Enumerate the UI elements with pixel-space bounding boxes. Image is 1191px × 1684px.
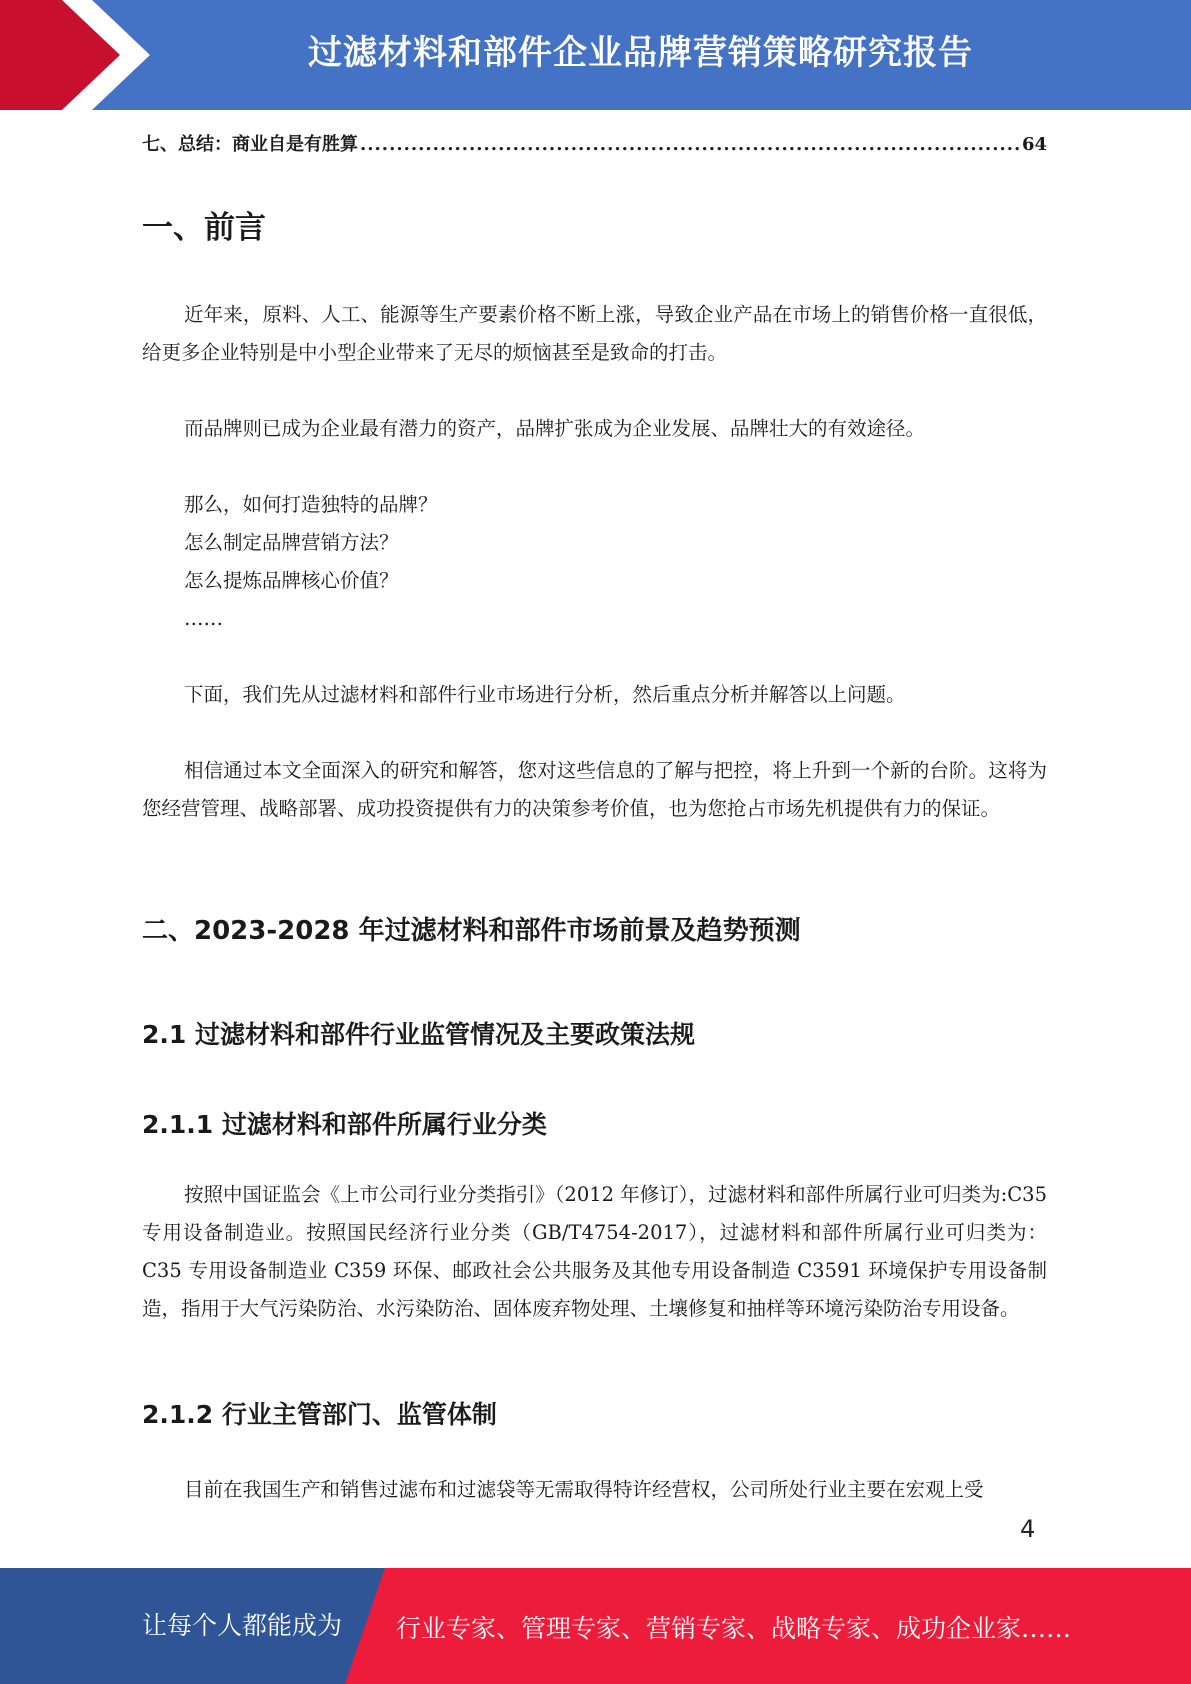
question-item: 那么，如何打造独特的品牌？ bbox=[184, 493, 438, 516]
toc-entry-page: 64 bbox=[1021, 134, 1047, 155]
question-ellipsis: …… bbox=[184, 607, 223, 630]
question-list bbox=[184, 486, 438, 638]
toc-leader-dots bbox=[360, 134, 1020, 155]
subsection-heading-2-1-2: 2.1.2 行业主管部门、监管体制 bbox=[142, 1400, 497, 1429]
footer-slogan-right: 行业专家、管理专家、营销专家、战略专家、成功企业家…… bbox=[396, 1614, 1072, 1643]
paragraph-industry-classification: 按照中国证监会《上市公司行业分类指引》（2012 年修订），过滤材料和部件所属行业可归类为:C35 专用设备制造业。按照国民经济行业分类（GB/T4754-2017），过滤材料和部件所属行业可归类为：C35 专用设备制造业 C359 环保、邮政社会公共服务及其他专用设备制造 C3591 环境保护专用设备制造，指用于大气污染防治、水污染防治、固体废弃物处理、土壤修复和抽样等环境污染防治专用设备。 bbox=[142, 1183, 1047, 1320]
toc-entry-label: 七、总结：商业自是有胜算 bbox=[142, 134, 358, 155]
paragraph-preface-3: 下面，我们先从过滤材料和部件行业市场进行分析，然后重点分析并解答以上问题。 bbox=[184, 683, 906, 706]
paragraph-regulation: 目前在我国生产和销售过滤布和过滤袋等无需取得特许经营权，公司所处行业主要在宏观上受 bbox=[184, 1478, 984, 1501]
header-chevron-graphic bbox=[0, 0, 160, 110]
question-item: 怎么制定品牌营销方法？ bbox=[184, 531, 399, 554]
section-heading-preface: 一、前言 bbox=[142, 210, 266, 246]
footer-banner bbox=[0, 1568, 1191, 1684]
report-title: 过滤材料和部件企业品牌营销策略研究报告 bbox=[308, 33, 973, 73]
paragraph-preface-1: 近年来，原料、人工、能源等生产要素价格不断上涨，导致企业产品在市场上的销售价格一直很低，给更多企业特别是中小型企业带来了无尽的烦恼甚至是致命的打击。 bbox=[142, 303, 1047, 364]
toc-entry[interactable] bbox=[142, 130, 1047, 156]
question-item: 怎么提炼品牌核心价值？ bbox=[184, 569, 399, 592]
page-number: 4 bbox=[1020, 1515, 1036, 1543]
paragraph-preface-4: 相信通过本文全面深入的研究和解答，您对这些信息的了解与把控，将上升到一个新的台阶。这将为您经营管理、战略部署、成功投资提供有力的决策参考价值，也为您抢占市场先机提供有力的保证。 bbox=[142, 759, 1047, 820]
header-banner bbox=[0, 0, 1191, 110]
paragraph-preface-2: 而品牌则已成为企业最有潜力的资产，品牌扩张成为企业发展、品牌壮大的有效途径。 bbox=[184, 417, 926, 440]
section-heading-forecast: 二、2023-2028 年过滤材料和部件市场前景及趋势预测 bbox=[142, 916, 801, 946]
footer-slogan-left: 让每个人都能成为 bbox=[142, 1611, 343, 1640]
subsection-heading-2-1: 2.1 过滤材料和部件行业监管情况及主要政策法规 bbox=[142, 1020, 695, 1049]
subsection-heading-2-1-1: 2.1.1 过滤材料和部件所属行业分类 bbox=[142, 1110, 547, 1139]
